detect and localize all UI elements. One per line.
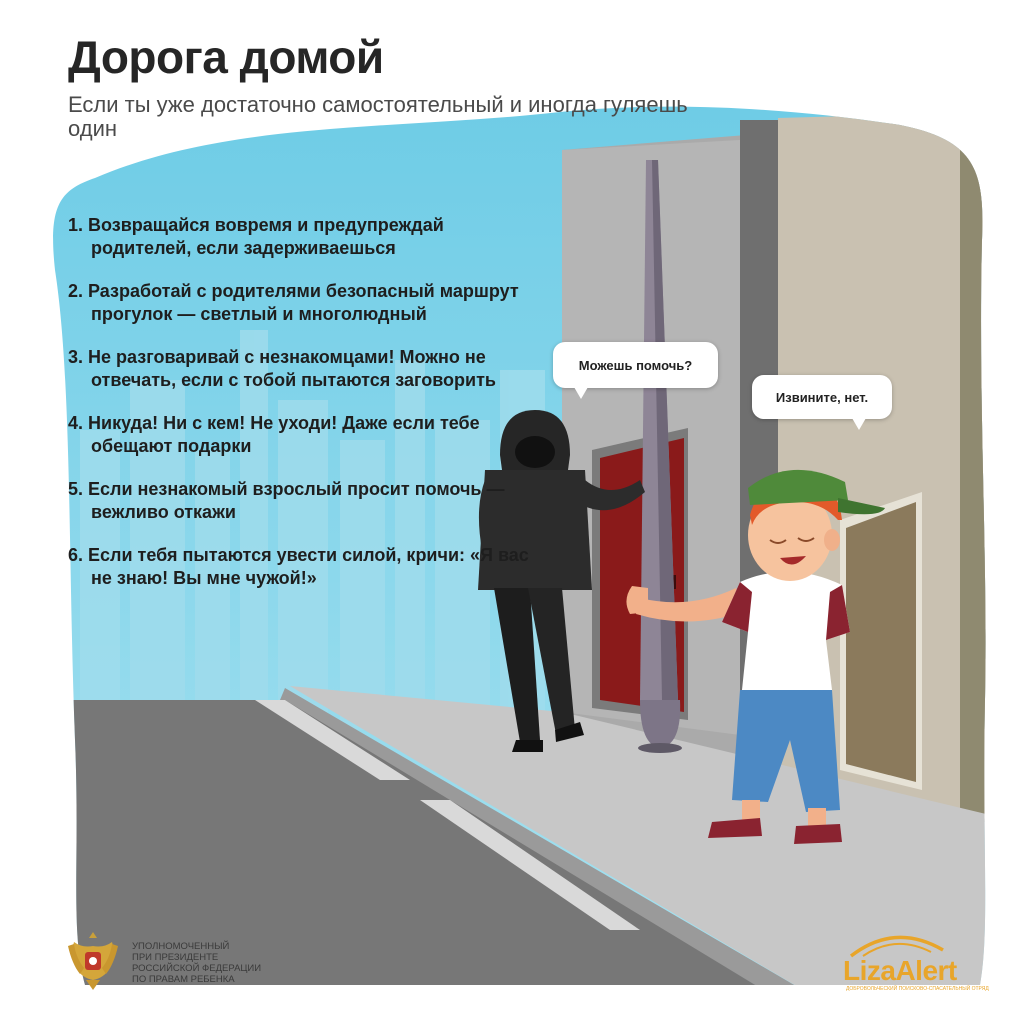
ombudsman-line: РОССИЙСКОЙ ФЕДЕРАЦИИ (132, 963, 262, 974)
logo-text: LizaAlert (843, 955, 957, 986)
tip-item: 6. Если тебя пытаются увести силой, кричи: «Я вас не знаю! Вы мне чужой!» (68, 545, 529, 588)
ombudsman-line: ПО ПРАВАМ РЕБЕНКА (132, 974, 235, 985)
emblem-icon (66, 928, 120, 992)
brown-door (840, 492, 922, 790)
speech-tail (852, 418, 866, 430)
page-title: Дорога домой (68, 31, 384, 83)
tip-item: 3. Не разговаривай с незнакомцами! Можно не отвечать, если с тобой пытаются заговорить (68, 347, 496, 390)
logo-subtext: ДОБРОВОЛЬЧЕСКИЙ ПОИСКОВО-СПАСАТЕЛЬНЫЙ ОТРЯД (846, 986, 989, 992)
subtitle: Если ты уже достаточно самостоятельный и иногда гуляешь один (68, 92, 688, 141)
tip-item: 5. Если незнакомый взрослый просит помочь — вежливо откажи (68, 479, 505, 522)
safety-tips-list (68, 214, 538, 610)
stranger-speech-text: Можешь помочь? (578, 357, 693, 373)
tip-item: 4. Никуда! Ни с кем! Не уходи! Даже если тебе обещают подарки (68, 413, 480, 456)
boy-speech-bubble (752, 375, 892, 419)
ombudsman-caption (132, 941, 261, 985)
stranger-speech-bubble (553, 342, 718, 388)
tip-item: 2. Разработай с родителями безопасный маршрут прогулок — светлый и многолюдный (68, 281, 519, 324)
ombudsman-line: УПОЛНОМОЧЕННЫЙ (132, 941, 230, 952)
liza-alert-logo (845, 928, 949, 958)
speech-tail (574, 387, 588, 399)
tip-item: 1. Возвращайся вовремя и предупреждай родителей, если задерживаешься (68, 215, 444, 258)
ombudsman-line: ПРИ ПРЕЗИДЕНТЕ (132, 952, 219, 963)
boy-speech-text: Извините, нет. (775, 389, 869, 405)
